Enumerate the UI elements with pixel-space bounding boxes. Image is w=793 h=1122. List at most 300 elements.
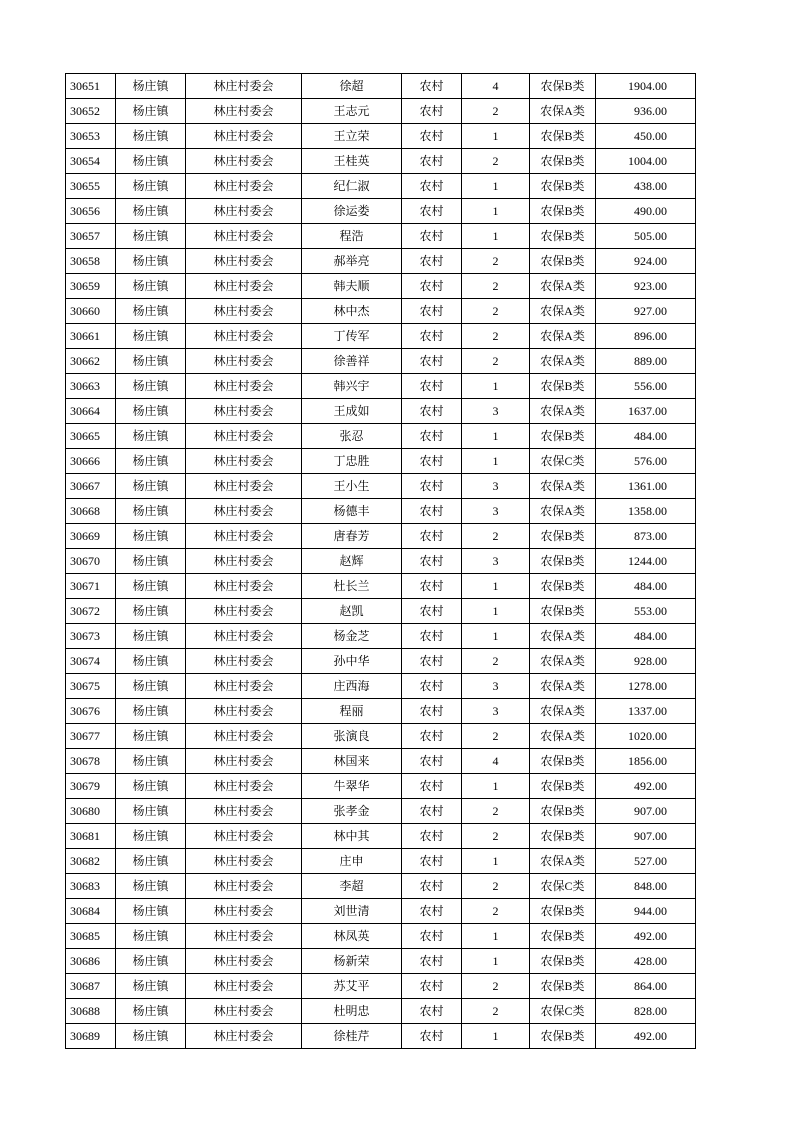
cell-person-count: 1 [462, 574, 530, 599]
cell-person-name: 程丽 [302, 699, 402, 724]
cell-town: 杨庄镇 [116, 649, 186, 674]
cell-insurance-category: 农保A类 [530, 699, 596, 724]
cell-person-count: 2 [462, 349, 530, 374]
cell-insurance-category: 农保B类 [530, 1024, 596, 1049]
cell-town: 杨庄镇 [116, 174, 186, 199]
cell-village-committee: 林庄村委会 [186, 374, 302, 399]
cell-town: 杨庄镇 [116, 324, 186, 349]
cell-residence-type: 农村 [402, 524, 462, 549]
cell-person-name: 杨德丰 [302, 499, 402, 524]
cell-residence-type: 农村 [402, 674, 462, 699]
cell-residence-type: 农村 [402, 274, 462, 299]
cell-person-name: 张孝金 [302, 799, 402, 824]
cell-amount: 490.00 [596, 199, 696, 224]
table-row [66, 149, 696, 174]
cell-insurance-category: 农保C类 [530, 449, 596, 474]
cell-record-id: 30667 [66, 474, 116, 499]
cell-village-committee: 林庄村委会 [186, 549, 302, 574]
cell-town: 杨庄镇 [116, 799, 186, 824]
cell-residence-type: 农村 [402, 549, 462, 574]
table-body [66, 74, 696, 1049]
cell-town: 杨庄镇 [116, 699, 186, 724]
cell-residence-type: 农村 [402, 949, 462, 974]
cell-person-count: 1 [462, 849, 530, 874]
cell-person-count: 1 [462, 174, 530, 199]
cell-person-count: 1 [462, 924, 530, 949]
cell-amount: 927.00 [596, 299, 696, 324]
cell-person-count: 1 [462, 224, 530, 249]
cell-person-count: 2 [462, 824, 530, 849]
cell-record-id: 30688 [66, 999, 116, 1024]
cell-residence-type: 农村 [402, 324, 462, 349]
cell-amount: 492.00 [596, 1024, 696, 1049]
table-row [66, 799, 696, 824]
cell-residence-type: 农村 [402, 774, 462, 799]
cell-town: 杨庄镇 [116, 474, 186, 499]
cell-village-committee: 林庄村委会 [186, 499, 302, 524]
table-row [66, 249, 696, 274]
cell-residence-type: 农村 [402, 374, 462, 399]
cell-record-id: 30654 [66, 149, 116, 174]
cell-insurance-category: 农保A类 [530, 274, 596, 299]
cell-person-name: 杜长兰 [302, 574, 402, 599]
cell-village-committee: 林庄村委会 [186, 724, 302, 749]
table-row [66, 449, 696, 474]
cell-village-committee: 林庄村委会 [186, 399, 302, 424]
cell-insurance-category: 农保B类 [530, 749, 596, 774]
cell-amount: 907.00 [596, 799, 696, 824]
cell-amount: 864.00 [596, 974, 696, 999]
cell-residence-type: 农村 [402, 474, 462, 499]
cell-insurance-category: 农保A类 [530, 499, 596, 524]
cell-town: 杨庄镇 [116, 874, 186, 899]
cell-village-committee: 林庄村委会 [186, 149, 302, 174]
table-row [66, 324, 696, 349]
cell-village-committee: 林庄村委会 [186, 849, 302, 874]
cell-town: 杨庄镇 [116, 424, 186, 449]
cell-amount: 556.00 [596, 374, 696, 399]
cell-person-count: 1 [462, 949, 530, 974]
cell-village-committee: 林庄村委会 [186, 349, 302, 374]
cell-record-id: 30680 [66, 799, 116, 824]
cell-record-id: 30686 [66, 949, 116, 974]
cell-person-count: 2 [462, 799, 530, 824]
cell-person-count: 1 [462, 1024, 530, 1049]
cell-insurance-category: 农保B类 [530, 374, 596, 399]
cell-village-committee: 林庄村委会 [186, 299, 302, 324]
cell-residence-type: 农村 [402, 449, 462, 474]
cell-insurance-category: 农保B类 [530, 799, 596, 824]
cell-town: 杨庄镇 [116, 249, 186, 274]
cell-person-count: 4 [462, 74, 530, 99]
cell-person-name: 杨金芝 [302, 624, 402, 649]
cell-village-committee: 林庄村委会 [186, 949, 302, 974]
table-row [66, 349, 696, 374]
cell-person-name: 庄申 [302, 849, 402, 874]
cell-insurance-category: 农保B类 [530, 774, 596, 799]
cell-village-committee: 林庄村委会 [186, 799, 302, 824]
cell-record-id: 30687 [66, 974, 116, 999]
table-row [66, 974, 696, 999]
cell-record-id: 30684 [66, 899, 116, 924]
cell-amount: 1337.00 [596, 699, 696, 724]
table-row [66, 124, 696, 149]
cell-record-id: 30653 [66, 124, 116, 149]
cell-amount: 848.00 [596, 874, 696, 899]
cell-insurance-category: 农保B类 [530, 249, 596, 274]
table-row [66, 174, 696, 199]
cell-record-id: 30662 [66, 349, 116, 374]
cell-person-count: 3 [462, 499, 530, 524]
cell-record-id: 30670 [66, 549, 116, 574]
cell-person-count: 2 [462, 99, 530, 124]
table-row [66, 649, 696, 674]
cell-person-count: 2 [462, 274, 530, 299]
table-row [66, 624, 696, 649]
cell-person-name: 苏艾平 [302, 974, 402, 999]
cell-residence-type: 农村 [402, 999, 462, 1024]
cell-amount: 936.00 [596, 99, 696, 124]
cell-amount: 923.00 [596, 274, 696, 299]
cell-insurance-category: 农保A类 [530, 474, 596, 499]
cell-residence-type: 农村 [402, 749, 462, 774]
cell-town: 杨庄镇 [116, 674, 186, 699]
cell-person-count: 3 [462, 549, 530, 574]
cell-person-name: 王桂英 [302, 149, 402, 174]
cell-residence-type: 农村 [402, 624, 462, 649]
cell-person-name: 韩兴宇 [302, 374, 402, 399]
cell-person-name: 纪仁淑 [302, 174, 402, 199]
cell-village-committee: 林庄村委会 [186, 649, 302, 674]
cell-record-id: 30651 [66, 74, 116, 99]
cell-residence-type: 农村 [402, 599, 462, 624]
cell-town: 杨庄镇 [116, 349, 186, 374]
cell-record-id: 30666 [66, 449, 116, 474]
cell-person-count: 2 [462, 999, 530, 1024]
table-row [66, 724, 696, 749]
cell-residence-type: 农村 [402, 899, 462, 924]
cell-insurance-category: 农保B类 [530, 574, 596, 599]
cell-town: 杨庄镇 [116, 624, 186, 649]
cell-village-committee: 林庄村委会 [186, 1024, 302, 1049]
cell-amount: 450.00 [596, 124, 696, 149]
cell-residence-type: 农村 [402, 849, 462, 874]
table-row [66, 199, 696, 224]
cell-record-id: 30671 [66, 574, 116, 599]
cell-record-id: 30674 [66, 649, 116, 674]
cell-insurance-category: 农保A类 [530, 99, 596, 124]
cell-person-count: 3 [462, 674, 530, 699]
cell-insurance-category: 农保B类 [530, 824, 596, 849]
table-row [66, 874, 696, 899]
cell-town: 杨庄镇 [116, 524, 186, 549]
table-row [66, 474, 696, 499]
cell-town: 杨庄镇 [116, 149, 186, 174]
cell-residence-type: 农村 [402, 974, 462, 999]
cell-insurance-category: 农保A类 [530, 649, 596, 674]
cell-town: 杨庄镇 [116, 849, 186, 874]
cell-village-committee: 林庄村委会 [186, 124, 302, 149]
cell-amount: 1856.00 [596, 749, 696, 774]
cell-person-count: 1 [462, 199, 530, 224]
table-row [66, 549, 696, 574]
table-row [66, 574, 696, 599]
cell-insurance-category: 农保A类 [530, 724, 596, 749]
cell-town: 杨庄镇 [116, 974, 186, 999]
cell-amount: 928.00 [596, 649, 696, 674]
table-row [66, 274, 696, 299]
table-row [66, 599, 696, 624]
cell-village-committee: 林庄村委会 [186, 524, 302, 549]
cell-residence-type: 农村 [402, 649, 462, 674]
cell-insurance-category: 农保B类 [530, 599, 596, 624]
table-row [66, 749, 696, 774]
cell-record-id: 30664 [66, 399, 116, 424]
cell-person-count: 2 [462, 249, 530, 274]
cell-town: 杨庄镇 [116, 374, 186, 399]
cell-insurance-category: 农保B类 [530, 124, 596, 149]
cell-town: 杨庄镇 [116, 949, 186, 974]
cell-amount: 553.00 [596, 599, 696, 624]
cell-person-name: 丁忠胜 [302, 449, 402, 474]
cell-residence-type: 农村 [402, 174, 462, 199]
table-row [66, 99, 696, 124]
cell-residence-type: 农村 [402, 499, 462, 524]
cell-residence-type: 农村 [402, 699, 462, 724]
cell-person-count: 2 [462, 974, 530, 999]
cell-amount: 1361.00 [596, 474, 696, 499]
cell-amount: 1004.00 [596, 149, 696, 174]
cell-town: 杨庄镇 [116, 124, 186, 149]
cell-record-id: 30682 [66, 849, 116, 874]
table-row [66, 924, 696, 949]
cell-insurance-category: 农保B类 [530, 949, 596, 974]
cell-person-name: 徐善祥 [302, 349, 402, 374]
cell-person-name: 孙中华 [302, 649, 402, 674]
cell-person-name: 徐运娄 [302, 199, 402, 224]
cell-insurance-category: 农保B类 [530, 224, 596, 249]
cell-record-id: 30672 [66, 599, 116, 624]
cell-person-name: 王立荣 [302, 124, 402, 149]
cell-amount: 484.00 [596, 624, 696, 649]
table-row [66, 374, 696, 399]
cell-insurance-category: 农保A类 [530, 399, 596, 424]
cell-person-count: 2 [462, 874, 530, 899]
cell-village-committee: 林庄村委会 [186, 324, 302, 349]
cell-amount: 828.00 [596, 999, 696, 1024]
table-row [66, 74, 696, 99]
cell-residence-type: 农村 [402, 249, 462, 274]
table-row [66, 499, 696, 524]
cell-amount: 924.00 [596, 249, 696, 274]
cell-person-name: 张演良 [302, 724, 402, 749]
cell-person-name: 王小生 [302, 474, 402, 499]
cell-person-count: 1 [462, 449, 530, 474]
cell-residence-type: 农村 [402, 924, 462, 949]
cell-town: 杨庄镇 [116, 574, 186, 599]
table-row [66, 999, 696, 1024]
cell-town: 杨庄镇 [116, 449, 186, 474]
cell-record-id: 30679 [66, 774, 116, 799]
cell-record-id: 30658 [66, 249, 116, 274]
table-row [66, 699, 696, 724]
table-row [66, 299, 696, 324]
cell-person-name: 王成如 [302, 399, 402, 424]
cell-village-committee: 林庄村委会 [186, 824, 302, 849]
table-row [66, 774, 696, 799]
cell-village-committee: 林庄村委会 [186, 599, 302, 624]
cell-record-id: 30678 [66, 749, 116, 774]
table-row [66, 224, 696, 249]
cell-person-count: 2 [462, 524, 530, 549]
cell-village-committee: 林庄村委会 [186, 474, 302, 499]
cell-town: 杨庄镇 [116, 724, 186, 749]
cell-insurance-category: 农保A类 [530, 624, 596, 649]
cell-person-name: 唐春芳 [302, 524, 402, 549]
cell-town: 杨庄镇 [116, 99, 186, 124]
cell-person-name: 林凤英 [302, 924, 402, 949]
cell-insurance-category: 农保B类 [530, 199, 596, 224]
cell-village-committee: 林庄村委会 [186, 699, 302, 724]
cell-record-id: 30669 [66, 524, 116, 549]
cell-amount: 492.00 [596, 924, 696, 949]
table-row [66, 674, 696, 699]
cell-village-committee: 林庄村委会 [186, 574, 302, 599]
cell-amount: 484.00 [596, 424, 696, 449]
cell-town: 杨庄镇 [116, 399, 186, 424]
cell-residence-type: 农村 [402, 824, 462, 849]
cell-town: 杨庄镇 [116, 599, 186, 624]
cell-person-count: 1 [462, 599, 530, 624]
cell-record-id: 30677 [66, 724, 116, 749]
cell-amount: 576.00 [596, 449, 696, 474]
cell-person-name: 程浩 [302, 224, 402, 249]
cell-amount: 1020.00 [596, 724, 696, 749]
cell-residence-type: 农村 [402, 799, 462, 824]
table-row [66, 849, 696, 874]
cell-person-name: 徐桂芹 [302, 1024, 402, 1049]
cell-amount: 428.00 [596, 949, 696, 974]
cell-insurance-category: 农保B类 [530, 974, 596, 999]
cell-village-committee: 林庄村委会 [186, 74, 302, 99]
cell-person-name: 杨新荣 [302, 949, 402, 974]
cell-amount: 1637.00 [596, 399, 696, 424]
table-row [66, 399, 696, 424]
cell-residence-type: 农村 [402, 724, 462, 749]
cell-person-count: 4 [462, 749, 530, 774]
cell-record-id: 30657 [66, 224, 116, 249]
cell-insurance-category: 农保B类 [530, 74, 596, 99]
cell-residence-type: 农村 [402, 224, 462, 249]
cell-town: 杨庄镇 [116, 549, 186, 574]
cell-record-id: 30673 [66, 624, 116, 649]
cell-town: 杨庄镇 [116, 999, 186, 1024]
cell-residence-type: 农村 [402, 299, 462, 324]
cell-insurance-category: 农保B类 [530, 924, 596, 949]
cell-insurance-category: 农保B类 [530, 899, 596, 924]
cell-record-id: 30683 [66, 874, 116, 899]
cell-person-name: 庄西海 [302, 674, 402, 699]
cell-person-count: 3 [462, 399, 530, 424]
cell-amount: 438.00 [596, 174, 696, 199]
cell-person-name: 赵辉 [302, 549, 402, 574]
cell-insurance-category: 农保A类 [530, 849, 596, 874]
cell-person-name: 丁传军 [302, 324, 402, 349]
table-row [66, 1024, 696, 1049]
cell-village-committee: 林庄村委会 [186, 99, 302, 124]
cell-residence-type: 农村 [402, 574, 462, 599]
cell-residence-type: 农村 [402, 74, 462, 99]
cell-insurance-category: 农保A类 [530, 349, 596, 374]
cell-person-count: 1 [462, 624, 530, 649]
cell-person-name: 郝举亮 [302, 249, 402, 274]
cell-person-count: 3 [462, 474, 530, 499]
cell-town: 杨庄镇 [116, 924, 186, 949]
cell-person-count: 2 [462, 149, 530, 174]
cell-person-name: 韩夫顺 [302, 274, 402, 299]
cell-amount: 1278.00 [596, 674, 696, 699]
cell-residence-type: 农村 [402, 149, 462, 174]
cell-town: 杨庄镇 [116, 774, 186, 799]
cell-amount: 889.00 [596, 349, 696, 374]
cell-insurance-category: 农保C类 [530, 999, 596, 1024]
cell-village-committee: 林庄村委会 [186, 274, 302, 299]
cell-person-name: 林中其 [302, 824, 402, 849]
cell-village-committee: 林庄村委会 [186, 924, 302, 949]
cell-village-committee: 林庄村委会 [186, 224, 302, 249]
cell-record-id: 30681 [66, 824, 116, 849]
cell-residence-type: 农村 [402, 399, 462, 424]
cell-person-name: 杜明忠 [302, 999, 402, 1024]
cell-record-id: 30685 [66, 924, 116, 949]
cell-town: 杨庄镇 [116, 274, 186, 299]
cell-person-name: 刘世清 [302, 899, 402, 924]
cell-residence-type: 农村 [402, 199, 462, 224]
cell-record-id: 30660 [66, 299, 116, 324]
cell-amount: 492.00 [596, 774, 696, 799]
cell-person-count: 2 [462, 649, 530, 674]
cell-amount: 1244.00 [596, 549, 696, 574]
cell-amount: 484.00 [596, 574, 696, 599]
cell-insurance-category: 农保C类 [530, 874, 596, 899]
cell-person-name: 李超 [302, 874, 402, 899]
cell-record-id: 30668 [66, 499, 116, 524]
cell-person-count: 3 [462, 699, 530, 724]
cell-amount: 527.00 [596, 849, 696, 874]
cell-residence-type: 农村 [402, 424, 462, 449]
cell-record-id: 30655 [66, 174, 116, 199]
cell-person-count: 1 [462, 774, 530, 799]
cell-insurance-category: 农保A类 [530, 324, 596, 349]
cell-residence-type: 农村 [402, 1024, 462, 1049]
cell-record-id: 30661 [66, 324, 116, 349]
cell-town: 杨庄镇 [116, 74, 186, 99]
cell-residence-type: 农村 [402, 874, 462, 899]
cell-record-id: 30665 [66, 424, 116, 449]
cell-person-name: 徐超 [302, 74, 402, 99]
cell-town: 杨庄镇 [116, 824, 186, 849]
cell-town: 杨庄镇 [116, 224, 186, 249]
cell-town: 杨庄镇 [116, 299, 186, 324]
table-row [66, 899, 696, 924]
cell-town: 杨庄镇 [116, 749, 186, 774]
cell-person-name: 林国来 [302, 749, 402, 774]
cell-person-count: 1 [462, 374, 530, 399]
cell-amount: 873.00 [596, 524, 696, 549]
cell-insurance-category: 农保B类 [530, 174, 596, 199]
cell-village-committee: 林庄村委会 [186, 774, 302, 799]
table-row [66, 824, 696, 849]
